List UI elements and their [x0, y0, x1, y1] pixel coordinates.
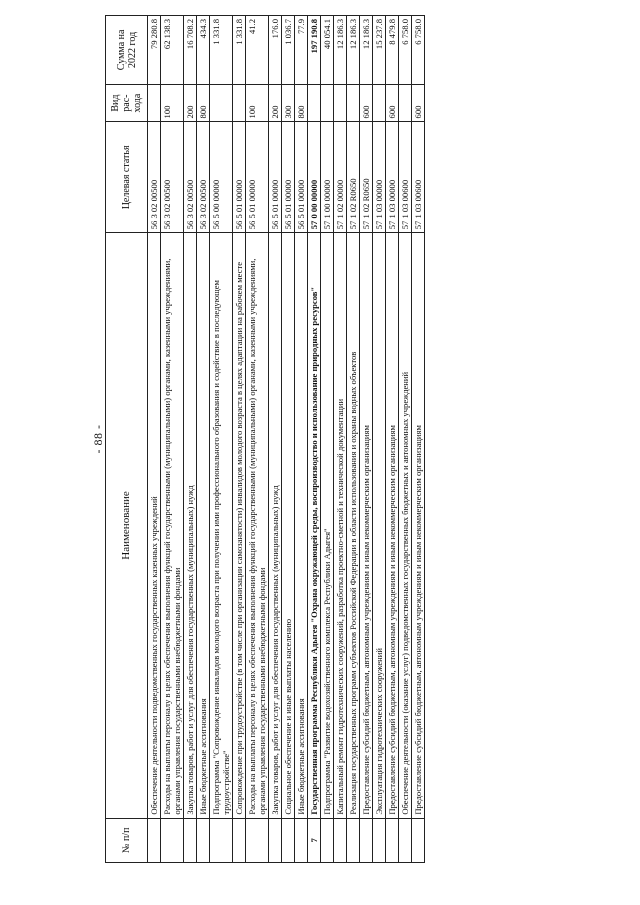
- cell-kind: 600: [412, 84, 425, 122]
- cell-name: Социальное обеспечение и иные выплаты населению: [282, 233, 295, 818]
- table-row: [373, 16, 386, 863]
- cell-num: [399, 818, 412, 862]
- table-row: [321, 16, 334, 863]
- cell-code: 56 3 02 00500: [197, 122, 210, 233]
- cell-name: Обеспечение деятельности подведомственных государственных казенных учреждений: [148, 233, 161, 818]
- table-row: [161, 16, 184, 863]
- cell-kind: [308, 84, 321, 122]
- cell-sum: 16 708.2: [184, 16, 197, 85]
- cell-kind: 600: [386, 84, 399, 122]
- cell-sum: 15 237.8: [373, 16, 386, 85]
- cell-num: [233, 818, 246, 862]
- cell-code: 56 5 01 00000: [295, 122, 308, 233]
- cell-sum: 1 331.8: [233, 16, 246, 85]
- table-row: [412, 16, 425, 863]
- header-sum: Сумма на 2022 год: [106, 16, 148, 85]
- cell-code: 56 5 01 00000: [282, 122, 295, 233]
- cell-kind: 800: [295, 84, 308, 122]
- cell-name: Расходы на выплаты персоналу в целях обеспечения выполнения функций государственными (муниципальными) органами, казенными учреждениями, органами управления государственными внебюджетными фондами: [246, 233, 269, 818]
- cell-sum: 12 186.3: [347, 16, 360, 85]
- cell-kind: [373, 84, 386, 122]
- table-row: [246, 16, 269, 863]
- cell-name: Капитальный ремонт гидротехнических сооружений, разработка проектно-сметной и технической документации: [334, 233, 347, 818]
- table-row: [148, 16, 161, 863]
- cell-name: Расходы на выплаты персоналу в целях обеспечения выполнения функций государственными (муниципальными) органами, казенными учреждениями, органами управления государственными внебюджетными фондами: [161, 233, 184, 818]
- table-row: [399, 16, 412, 863]
- header-code: Целевая статья: [106, 122, 148, 233]
- table-body: [148, 16, 425, 863]
- cell-kind: [148, 84, 161, 122]
- cell-num: [321, 818, 334, 862]
- cell-sum: 1 036.7: [282, 16, 295, 85]
- cell-code: 57 1 03 00600: [412, 122, 425, 233]
- cell-kind: 600: [360, 84, 373, 122]
- table-row: [269, 16, 282, 863]
- cell-sum: 40 054.1: [321, 16, 334, 85]
- table-row: [197, 16, 210, 863]
- cell-num: [161, 818, 184, 862]
- cell-name: Иные бюджетные ассигнования: [197, 233, 210, 818]
- cell-name: Сопровождение при трудоустройстве (в том числе при организации самозанятости) инвалидов молодого возраста в целях адаптации на рабочем месте: [233, 233, 246, 818]
- cell-name: Эксплуатация гидротехнических сооружений: [373, 233, 386, 818]
- rotated-content: [91, 15, 551, 863]
- cell-name: Предоставление субсидий бюджетным, автономным учреждениям и иным некоммерческим организациям: [412, 233, 425, 818]
- cell-code: 56 5 00 00000: [210, 122, 233, 233]
- cell-code: 57 1 02 R0650: [360, 122, 373, 233]
- header-kind: Вид рас-хода: [106, 84, 148, 122]
- table-row: [308, 16, 321, 863]
- cell-num: [373, 818, 386, 862]
- table-row: [386, 16, 399, 863]
- cell-name: Иные бюджетные ассигнования: [295, 233, 308, 818]
- cell-sum: 12 186.3: [360, 16, 373, 85]
- cell-name: Закупка товаров, работ и услуг для обеспечения государственных (муниципальных) нужд: [184, 233, 197, 818]
- cell-kind: [321, 84, 334, 122]
- table-row: [233, 16, 246, 863]
- table-row: [295, 16, 308, 863]
- cell-code: 56 3 02 00500: [184, 122, 197, 233]
- cell-kind: 200: [184, 84, 197, 122]
- cell-num: [295, 818, 308, 862]
- cell-kind: [334, 84, 347, 122]
- cell-sum: 12 186.3: [334, 16, 347, 85]
- cell-sum: 62 138.3: [161, 16, 184, 85]
- cell-num: [197, 818, 210, 862]
- table-row: [347, 16, 360, 863]
- cell-name: Обеспечение деятельности (оказание услуг) подведомственных государственных бюджетных и автономных учреждений: [399, 233, 412, 818]
- cell-kind: 200: [269, 84, 282, 122]
- page-number: - 88 -: [91, 424, 105, 454]
- cell-name: Предоставление субсидий бюджетным, автономным учреждениям и иным некоммерческим организациям: [360, 233, 373, 818]
- cell-code: 56 5 01 00000: [233, 122, 246, 233]
- cell-kind: [233, 84, 246, 122]
- cell-num: [184, 818, 197, 862]
- cell-sum: 6 758.0: [412, 16, 425, 85]
- cell-num: [386, 818, 399, 862]
- cell-kind: 100: [246, 84, 269, 122]
- cell-sum: 79 280.8: [148, 16, 161, 85]
- cell-kind: [399, 84, 412, 122]
- cell-sum: 176.0: [269, 16, 282, 85]
- cell-num: [148, 818, 161, 862]
- cell-code: 57 1 03 00600: [399, 122, 412, 233]
- cell-kind: 800: [197, 84, 210, 122]
- cell-num: 7: [308, 818, 321, 862]
- cell-num: [269, 818, 282, 862]
- table-row: [210, 16, 233, 863]
- cell-sum: 77.9: [295, 16, 308, 85]
- table-row: [282, 16, 295, 863]
- cell-kind: 300: [282, 84, 295, 122]
- cell-sum: 8 479.8: [386, 16, 399, 85]
- cell-num: [246, 818, 269, 862]
- cell-code: 57 1 03 00000: [373, 122, 386, 233]
- cell-name: Подпрограмма "Сопровождение инвалидов молодого возраста при получении ими профессионального образования и содействие в последующем трудоустройстве": [210, 233, 233, 818]
- cell-sum: 197 190.8: [308, 16, 321, 85]
- cell-code: 56 5 01 00000: [246, 122, 269, 233]
- cell-sum: 434.3: [197, 16, 210, 85]
- table-row: [184, 16, 197, 863]
- cell-num: [334, 818, 347, 862]
- cell-code: 57 1 02 R0650: [347, 122, 360, 233]
- cell-kind: 100: [161, 84, 184, 122]
- table-header-row: [106, 16, 148, 863]
- cell-num: [210, 818, 233, 862]
- cell-sum: 1 331.8: [210, 16, 233, 85]
- cell-code: 56 3 02 00500: [148, 122, 161, 233]
- cell-code: 56 5 01 00000: [269, 122, 282, 233]
- document-page: [91, 15, 551, 863]
- cell-name: Реализация государственных программ субъектов Российской Федерации в области использования и охраны водных объектов: [347, 233, 360, 818]
- cell-name: Государственная программа Республики Адыгея "Охрана окружающей среды, воспроизводство и использование природных ресурсов": [308, 233, 321, 818]
- header-name: Наименование: [106, 233, 148, 818]
- cell-code: 57 1 03 00000: [386, 122, 399, 233]
- cell-num: [360, 818, 373, 862]
- cell-num: [282, 818, 295, 862]
- cell-code: 56 3 02 00500: [161, 122, 184, 233]
- cell-sum: 41.2: [246, 16, 269, 85]
- cell-num: [412, 818, 425, 862]
- cell-name: Предоставление субсидий бюджетным, автономным учреждениям и иным некоммерческим организациям: [386, 233, 399, 818]
- cell-name: Подпрограмма "Развитие водохозяйственного комплекса Республики Адыгея": [321, 233, 334, 818]
- cell-sum: 6 758.0: [399, 16, 412, 85]
- cell-code: 57 1 00 00000: [321, 122, 334, 233]
- cell-num: [347, 818, 360, 862]
- table-row: [334, 16, 347, 863]
- budget-table: [105, 15, 425, 863]
- cell-name: Закупка товаров, работ и услуг для обеспечения государственных (муниципальных) нужд: [269, 233, 282, 818]
- cell-code: 57 1 02 00000: [334, 122, 347, 233]
- cell-kind: [210, 84, 233, 122]
- table-row: [360, 16, 373, 863]
- cell-code: 57 0 00 00000: [308, 122, 321, 233]
- cell-kind: [347, 84, 360, 122]
- header-num: № п/п: [106, 818, 148, 862]
